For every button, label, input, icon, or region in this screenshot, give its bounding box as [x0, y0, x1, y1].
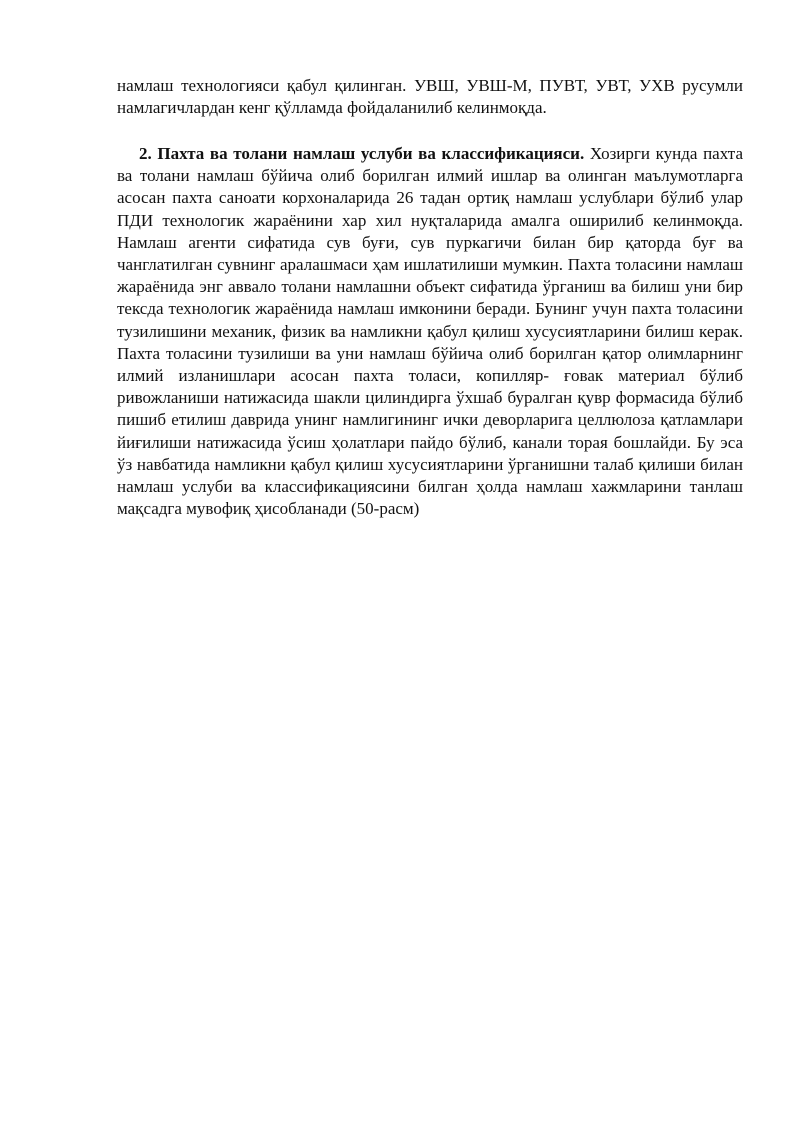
paragraph-section-2: [117, 143, 743, 520]
paragraph-continuation: намлаш технологияси қабул қилинган. УВШ, УВШ-М, ПУВТ, УВТ, УХВ русумли намлагичлардан кенг қўлламда фойдаланилиб келинмоқда.: [117, 76, 743, 118]
section-heading: 2. Пахта ва толани намлаш услуби ва классификацияси.: [139, 144, 585, 163]
section-body-text: Хозирги кунда пахта ва толани намлаш бўйича олиб борилган илмий ишлар ва олинган маълумотларга асосан пахта саноати корхоналарида 26 тадан ортиқ намлаш услублари бўлиб улар ПДИ технологик жараёнини хар хил нуқталарида амалга оширилиб келинмоқда. Намлаш агенти сифатида сув буғи, сув пуркагичи билан бир қаторда буғ ва чанглатилган сувнинг аралашмаси ҳам ишлатилиши мумкин. Пахта толасини намлаш жараёнида энг аввало толани намлашни объект сифатида ўрганиш ва билиш уни бир тексда технологик жараёнида намлаш имконини беради. Бунинг учун пахта толасини тузилишини механик, физик ва намликни қабул қилиш хусусиятларини билиш керак. Пахта толасини тузилиши ва уни намлаш бўйича олиб борилган қатор олимларнинг илмий изланишлари асосан пахта толаси, копилляр- ғовак материал бўлиб ривожланиши натижасида шакли цилиндирга ўхшаб буралган қувр формасида бўлиб пишиб етилиш даврида унинг намлигининг ички деворларига целлюлоза қатламлари йиғилиши натижасида ўсиш ҳолатлари пайдо бўлиб, канали торая бошлайди. Бу эса ўз навбатида намликни қабул қилиш хусусиятларини ўрганишни талаб қилиши билан намлаш услуби ва классификациясини билган ҳолда намлаш хажмларини танлаш мақсадга мувофиқ ҳисобланади (50-расм): [117, 144, 743, 519]
